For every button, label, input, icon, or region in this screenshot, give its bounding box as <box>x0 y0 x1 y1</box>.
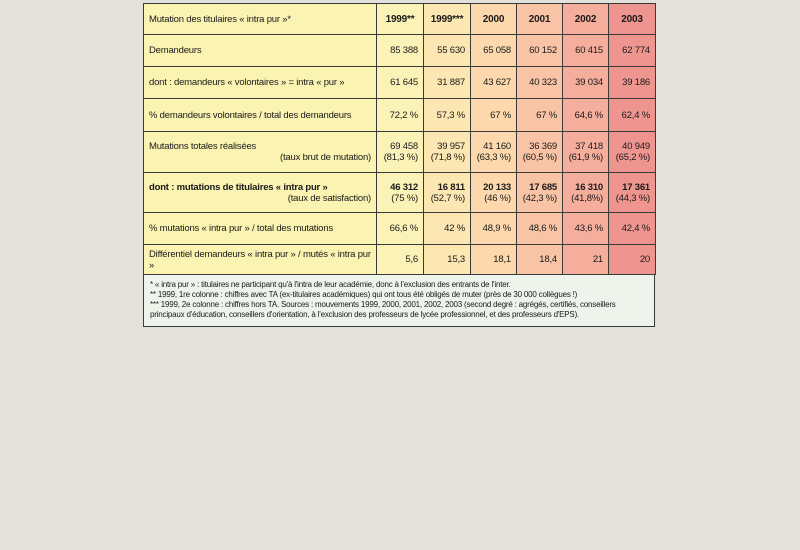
mutation-table <box>143 3 656 275</box>
cell-value: 46 312 <box>390 181 418 193</box>
table-cell <box>563 173 609 213</box>
cell-value: 17 361 <box>622 181 650 193</box>
footnote: ** 1999, 1re colonne : chiffres avec TA (ex-titulaires académiques) qui ont tous été obligés de muter (près de 30 000 collègues !) <box>150 290 578 299</box>
cell-percent: (41,8%) <box>571 192 603 204</box>
cell-value: 16 811 <box>437 181 465 193</box>
table-cell <box>517 132 563 173</box>
row-label: dont : demandeurs « volontaires » = intra « pur » <box>144 67 377 99</box>
table-cell: 72,2 % <box>377 99 424 132</box>
table-row <box>144 99 656 132</box>
table-cell <box>377 132 424 173</box>
table-cell: 67 % <box>471 99 517 132</box>
table-row <box>144 245 656 275</box>
table-cell: 64,6 % <box>563 99 609 132</box>
row-label: % demandeurs volontaires / total des demandeurs <box>144 99 377 132</box>
cell-value: 20 133 <box>483 181 511 193</box>
table-cell: 55 630 <box>424 35 471 67</box>
table-cell: 21 <box>563 245 609 275</box>
table-cell: 60 152 <box>517 35 563 67</box>
row-label: Demandeurs <box>144 35 377 67</box>
table-row <box>144 213 656 245</box>
cell-percent: (44,3 %) <box>615 192 650 204</box>
cell-value: 37 418 <box>575 141 603 152</box>
cell-value: 41 160 <box>483 141 511 152</box>
cell-percent: (52,7 %) <box>430 192 465 204</box>
cell-value: 39 957 <box>437 141 465 152</box>
row-label-main: dont : mutations de titulaires « intra pur » <box>149 181 328 193</box>
table-cell: 67 % <box>517 99 563 132</box>
row-label-main: Mutations totales réalisées <box>149 141 257 152</box>
table-cell: 5,6 <box>377 245 424 275</box>
year-header: 2003 <box>609 4 656 35</box>
cell-value: 16 310 <box>575 181 603 193</box>
table-cell <box>609 173 656 213</box>
table-row <box>144 132 656 173</box>
table-cell <box>377 173 424 213</box>
cell-value: 17 685 <box>529 181 557 193</box>
table-header-row <box>144 4 656 35</box>
table-cell <box>471 173 517 213</box>
row-label <box>144 132 377 173</box>
table-cell: 15,3 <box>424 245 471 275</box>
table-row <box>144 35 656 67</box>
year-header: 1999** <box>377 4 424 35</box>
table-cell: 43,6 % <box>563 213 609 245</box>
table-cell: 20 <box>609 245 656 275</box>
table-cell: 66,6 % <box>377 213 424 245</box>
cell-percent: (65,2 %) <box>615 152 650 163</box>
cell-percent: (63,3 %) <box>476 152 511 163</box>
table-footnotes <box>143 275 655 327</box>
cell-percent: (75 %) <box>391 192 418 204</box>
table-cell <box>517 173 563 213</box>
row-label <box>144 173 377 213</box>
table-cell: 62,4 % <box>609 99 656 132</box>
cell-percent: (46 %) <box>484 192 511 204</box>
footnote: *** 1999, 2e colonne : chiffres hors TA. Sources : mouvements 1999, 2000, 2001, 2002, 2003 (second degré : agrégés, certifiés, conseillers principaux d'éducation, conseillers d'orientation, à l'exclusion des professeurs de lycée professionnel, et des professeurs d'EPS). <box>150 300 616 319</box>
row-sublabel: (taux de satisfaction) <box>287 192 371 204</box>
year-header: 2001 <box>517 4 563 35</box>
table-cell: 48,9 % <box>471 213 517 245</box>
header-label: Mutation des titulaires « intra pur »* <box>144 4 377 35</box>
table-cell <box>471 132 517 173</box>
row-sublabel: (taux brut de mutation) <box>280 152 371 163</box>
cell-value: 40 949 <box>622 141 650 152</box>
table-row-highlight <box>144 173 656 213</box>
cell-percent: (71,8 %) <box>430 152 465 163</box>
cell-percent: (60,5 %) <box>522 152 557 163</box>
cell-value: 69 458 <box>390 141 418 152</box>
cell-percent: (61,9 %) <box>568 152 603 163</box>
table-cell: 57,3 % <box>424 99 471 132</box>
table-cell <box>424 132 471 173</box>
table-cell: 39 186 <box>609 67 656 99</box>
table-cell: 85 388 <box>377 35 424 67</box>
table-cell <box>424 173 471 213</box>
table-cell: 31 887 <box>424 67 471 99</box>
year-header: 2002 <box>563 4 609 35</box>
footnote: * « intra pur » : titulaires ne participant qu'à l'intra de leur académie, donc à l'exclusion des entrants de l'inter. <box>150 280 511 289</box>
cell-percent: (81,3 %) <box>383 152 418 163</box>
table-cell: 18,1 <box>471 245 517 275</box>
cell-percent: (42,3 %) <box>522 192 557 204</box>
year-header: 1999*** <box>424 4 471 35</box>
table-cell: 65 058 <box>471 35 517 67</box>
row-label: % mutations « intra pur » / total des mutations <box>144 213 377 245</box>
year-header: 2000 <box>471 4 517 35</box>
table-cell: 42,4 % <box>609 213 656 245</box>
table-cell: 61 645 <box>377 67 424 99</box>
table-cell: 39 034 <box>563 67 609 99</box>
data-table-document <box>143 3 655 327</box>
table-cell: 18,4 <box>517 245 563 275</box>
table-cell: 43 627 <box>471 67 517 99</box>
table-cell <box>563 132 609 173</box>
table-cell: 48,6 % <box>517 213 563 245</box>
table-cell: 40 323 <box>517 67 563 99</box>
table-cell: 62 774 <box>609 35 656 67</box>
cell-value: 36 369 <box>529 141 557 152</box>
table-cell: 42 % <box>424 213 471 245</box>
row-label: Différentiel demandeurs « intra pur » / mutés « intra pur » <box>144 245 377 275</box>
table-cell <box>609 132 656 173</box>
table-cell: 60 415 <box>563 35 609 67</box>
table-row <box>144 67 656 99</box>
